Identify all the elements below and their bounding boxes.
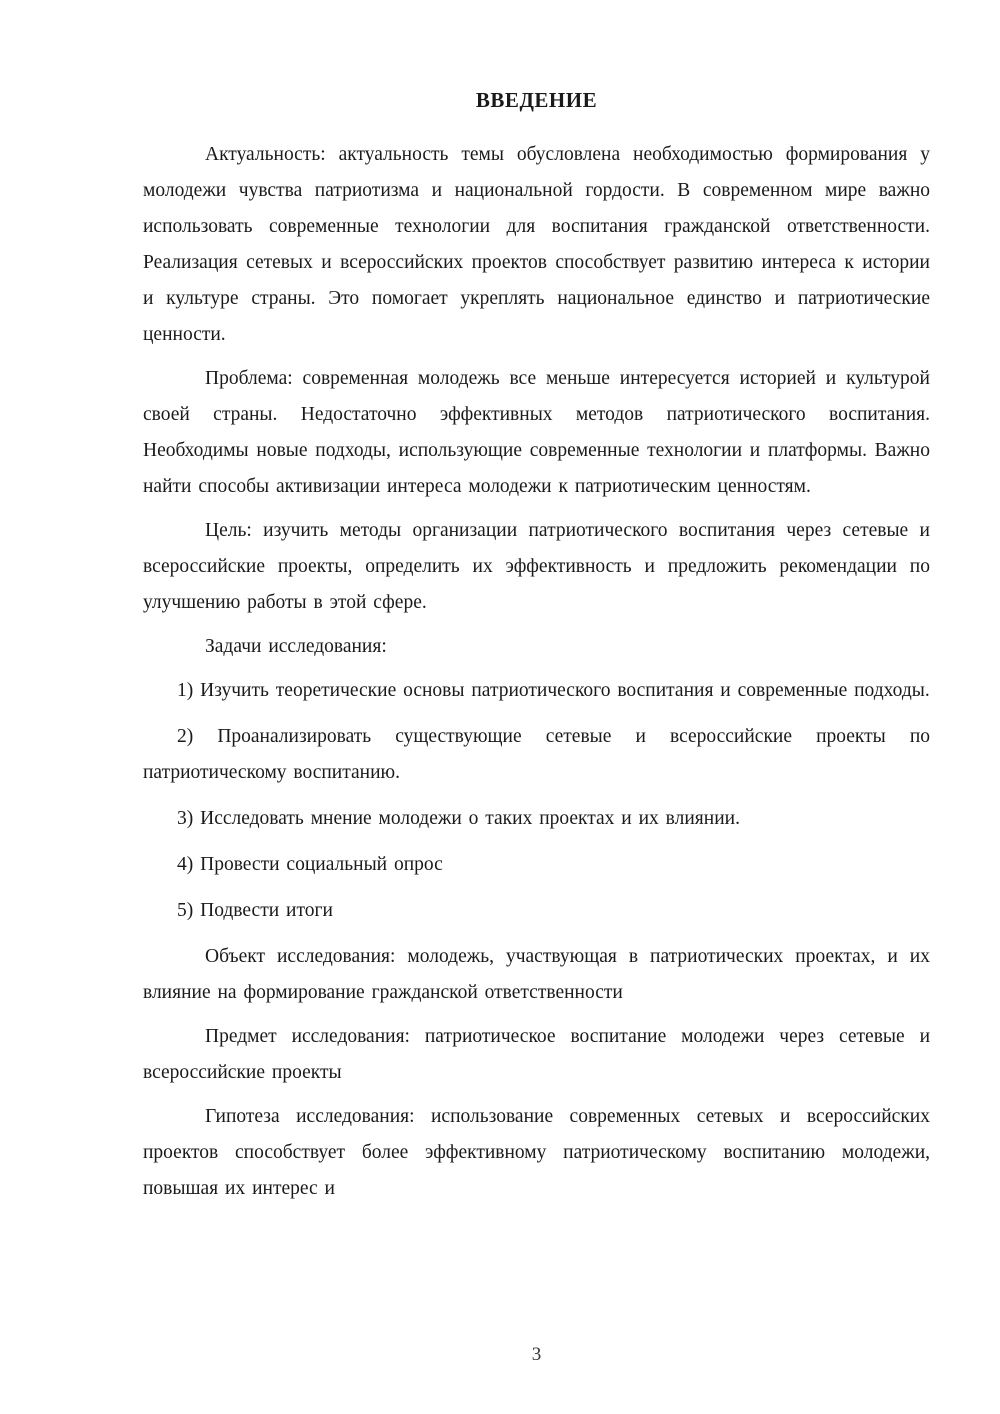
paragraph-subject: Предмет исследования: патриотическое воспитание молодежи через сетевые и всероссийские проекты: [143, 1026, 930, 1083]
paragraph-goal: Цель: изучить методы организации патриотического воспитания через сетевые и всероссийские проекты, определить их эффективность и предложить рекомендации по улучшению работы в этой сфере.: [143, 520, 930, 613]
task-item-1: 1) Изучить теоретические основы патриотического воспитания и современные подходы.: [177, 680, 930, 701]
document-title: ВВЕДЕНИЕ: [475, 88, 598, 112]
task-item-3: 3) Исследовать мнение молодежи о таких проектах и их влиянии.: [177, 808, 740, 829]
task-item-4: 4) Провести социальный опрос: [177, 854, 443, 875]
task-item-5: 5) Подвести итоги: [177, 900, 333, 921]
task-item-2: 2) Проанализировать существующие сетевые и всероссийские проекты по патриотическому воспитанию.: [143, 726, 930, 783]
paragraph-object: Объект исследования: молодежь, участвующая в патриотических проектах, и их влияние на формирование гражданской ответственности: [143, 946, 930, 1003]
paragraph-hypothesis: Гипотеза исследования: использование современных сетевых и всероссийских проектов способствует более эффективному патриотическому воспитанию молодежи, повышая их интерес и: [143, 1106, 930, 1199]
paragraph-tasks-heading: Задачи исследования:: [205, 636, 387, 657]
paragraph-problem: Проблема: современная молодежь все меньше интересуется историей и культурой своей страны. Недостаточно эффективных методов патриотического воспитания. Необходимы новые подходы, использующие современные технологии и платформы. Важно найти способы активизации интереса молодежи к патриотическим ценностям.: [143, 368, 930, 497]
page-number: 3: [531, 1344, 542, 1365]
paragraph-relevance: Актуальность: актуальность темы обусловлена необходимостью формирования у молодежи чувства патриотизма и национальной гордости. В современном мире важно использовать современные технологии для воспитания гражданской ответственности. Реализация сетевых и всероссийских проектов способствует развитию интереса к истории и культуре страны. Это помогает укреплять национальное единство и патриотические ценности.: [143, 144, 930, 345]
